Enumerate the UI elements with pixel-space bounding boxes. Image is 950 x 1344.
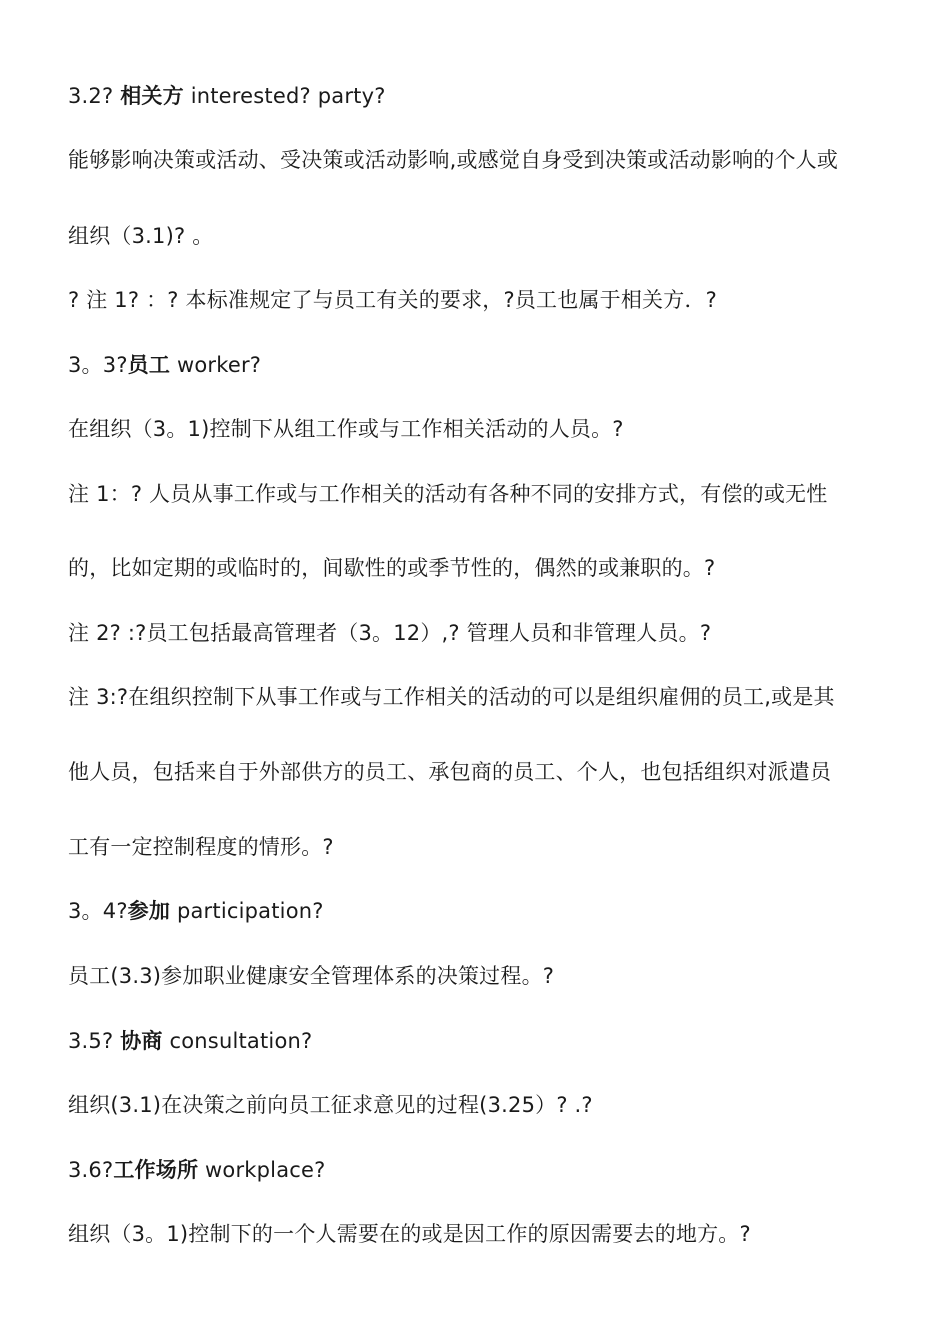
note-line: 注 3:?在组织控制下从事工作或与工作相关的活动的可以是组织雇佣的员工,或是其 — [68, 685, 835, 709]
definition-line: 组织(3.1)在决策之前向员工征求意见的过程(3.25）? .? — [68, 1093, 593, 1117]
term-number: 3.2? — [68, 84, 121, 108]
term-chinese: 相关方 — [120, 84, 184, 108]
definition-line: 组织（3。1)控制下的一个人需要在的或是因工作的原因需要去的地方。? — [68, 1222, 751, 1246]
term-number: 3.6? — [68, 1158, 114, 1182]
note-line: 的，比如定期的或临时的，间歇性的或季节性的，偶然的或兼职的。? — [68, 556, 716, 580]
term-chinese: 参加 — [127, 899, 171, 923]
term-chinese: 工作场所 — [113, 1158, 199, 1182]
term-english: worker? — [170, 353, 262, 377]
note-line: 工有一定控制程度的情形。? — [68, 835, 334, 859]
term-heading-3-6 — [68, 1156, 326, 1184]
term-heading-3-2 — [68, 82, 386, 110]
term-number: 3。4? — [68, 899, 128, 923]
note-line: ? 注 1? ：? 本标准规定了与员工有关的要求，?员工也属于相关方．? — [68, 288, 717, 312]
term-heading-3-4 — [68, 897, 324, 925]
term-english: workplace? — [198, 1158, 326, 1182]
term-number: 3。3? — [68, 353, 128, 377]
term-english: consultation? — [162, 1029, 313, 1053]
note-line: 他人员，包括来自于外部供方的员工、承包商的员工、个人，也包括组织对派遣员 — [68, 760, 832, 784]
definition-line: 在组织（3。1)控制下从组工作或与工作相关活动的人员。? — [68, 417, 624, 441]
term-english: participation? — [170, 899, 324, 923]
term-number: 3.5? — [68, 1029, 121, 1053]
term-chinese: 员工 — [127, 353, 171, 377]
definition-line: 能够影响决策或活动、受决策或活动影响,或感觉自身受到决策或活动影响的个人或 — [68, 148, 839, 172]
term-english: interested? party? — [183, 84, 386, 108]
definition-line: 员工(3.3)参加职业健康安全管理体系的决策过程。? — [68, 964, 555, 988]
definition-line: 组织（3.1)? 。 — [68, 224, 214, 248]
term-heading-3-3 — [68, 351, 261, 379]
note-line: 注 1：? 人员从事工作或与工作相关的活动有各种不同的安排方式，有偿的或无性 — [68, 482, 828, 506]
note-line: 注 2? :?员工包括最高管理者（3。12）,? 管理人员和非管理人员。? — [68, 621, 712, 645]
term-heading-3-5 — [68, 1027, 312, 1055]
term-chinese: 协商 — [120, 1029, 163, 1053]
